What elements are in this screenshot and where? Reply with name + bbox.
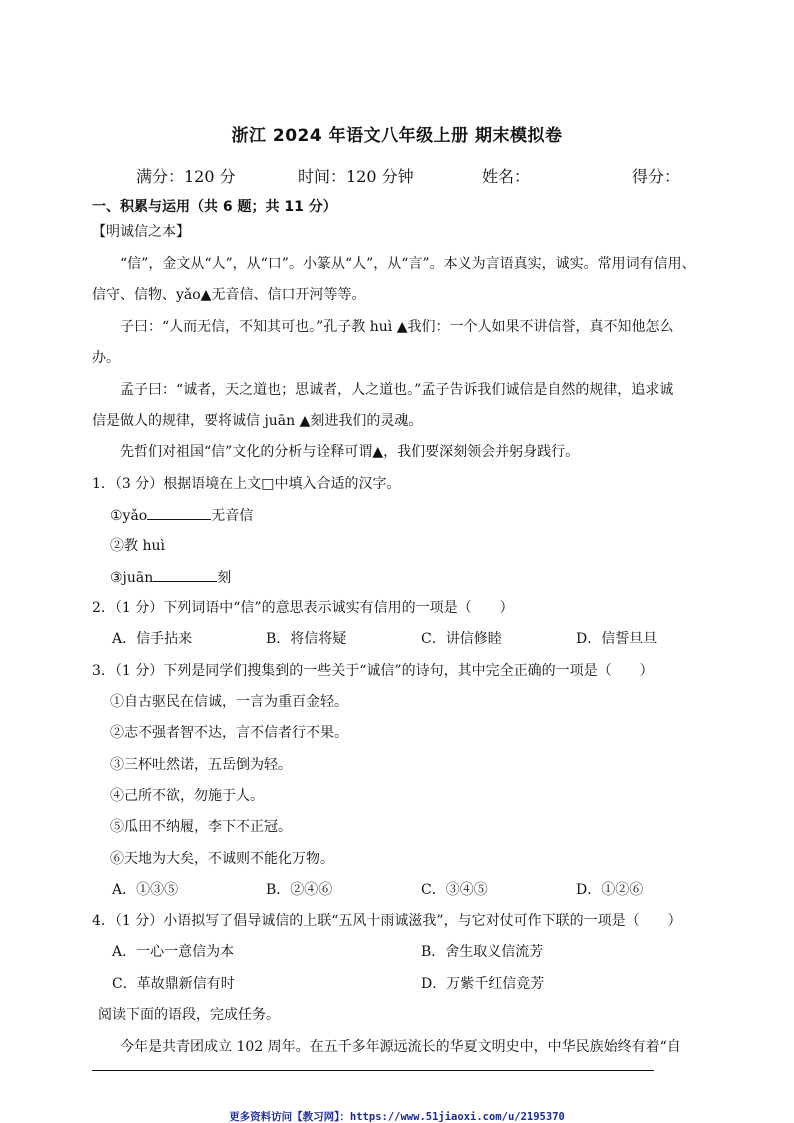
question-4-option-c[interactable]: C．革故鼎新信有时 [112, 976, 235, 992]
paragraph-line: 子曰：“人而无信，不知其可也。”孔子教 huì ▲我们：一个人如果不讲信誉，真不知他怎么 [120, 319, 674, 335]
paragraph-line: 孟子曰：“诚者，天之道也；思诚者，人之道也。”孟子告诉我们诚信是自然的规律，追求诚 [120, 382, 674, 398]
full-score: 满分：120 分 [136, 167, 236, 186]
paragraph-line: 信是做人的规律，要将诚信 juān ▲刻进我们的灵魂。 [92, 413, 423, 429]
paragraph-line: 先哲们对祖国“信”文化的分析与诠释可谓▲，我们要深刻领会并躬身践行。 [120, 444, 580, 460]
exam-meta [136, 164, 696, 188]
answer-blank[interactable] [147, 505, 211, 520]
question-2-option-d[interactable]: D．信誓旦旦 [576, 631, 658, 647]
name-field-label: 姓名： [482, 167, 531, 186]
paragraph-line: 信守、信物、yǎo▲无音信、信口开河等等。 [92, 287, 366, 303]
question-3-option-a[interactable]: A．①③⑤ [112, 882, 179, 898]
paragraph-line: “信”，金文从“人”，从“口”。小篆从“人”，从“言”。本义为言语真实，诚实。常用词有信用、 [120, 256, 696, 272]
question-3-item: ⑤瓜田不纳履，李下不正冠。 [110, 819, 292, 835]
question-2-option-c[interactable]: C．讲信修睦 [421, 631, 502, 647]
question-3-item: ①自古驱民在信诚，一言为重百金轻。 [110, 694, 348, 710]
question-3-stem: 3．（1 分）下列是同学们搜集到的一些关于“诚信”的诗句，其中完全正确的一项是（ ） [92, 663, 654, 679]
question-3-item: ④己所不欲，勿施于人。 [110, 788, 264, 804]
section-subheading: 【明诚信之本】 [92, 224, 190, 240]
question-1-item-3: ③juān 刻 [110, 567, 740, 588]
question-1-stem: 1．（3 分）根据语境在上文□中填入合适的汉字。 [92, 476, 401, 492]
question-3-option-c[interactable]: C．③④⑤ [421, 882, 488, 898]
question-2-stem: 2．（1 分）下列词语中“信”的意思表示诚实有信用的一项是（ ） [92, 600, 514, 616]
question-1-item-1: ①yǎo 无音信 [110, 505, 740, 526]
question-2-option-a[interactable]: A．信手拈来 [112, 631, 193, 647]
question-3-item: ⑥天地为大矣，不诚则不能化万物。 [110, 851, 334, 867]
question-3-item: ③三杯吐然诺，五岳倒为轻。 [110, 757, 292, 773]
question-1-item-2: ②教 huì [110, 538, 165, 554]
footer-divider [92, 1070, 654, 1071]
question-4-option-a[interactable]: A．一心一意信为本 [112, 944, 235, 960]
section-heading: 一、积累与运用（共 6 题；共 11 分） [92, 199, 337, 215]
question-2-option-b[interactable]: B．将信将疑 [266, 631, 347, 647]
answer-blank[interactable] [153, 567, 217, 582]
paragraph-line: 办。 [92, 350, 120, 366]
question-3-option-d[interactable]: D．①②⑥ [576, 882, 644, 898]
question-4-option-d[interactable]: D．万紫千红信竞芳 [421, 976, 545, 992]
question-4-stem: 4．（1 分）小语拟写了倡导诚信的上联“五风十雨诚滋我”，与它对仗可作下联的一项是（ ） [92, 913, 682, 929]
question-3-option-b[interactable]: B．②④⑥ [266, 882, 333, 898]
score-field-label: 得分： [632, 167, 681, 186]
footer-link[interactable]: 更多资料访问【教习网】：https://www.51jiaoxi.com/u/2195370 [229, 1111, 565, 1123]
exam-time: 时间：120 分钟 [298, 167, 414, 186]
question-3-item: ②志不强者智不达，言不信者行不果。 [110, 725, 348, 741]
page-title: 浙江 2024 年语文八年级上册 期末模拟卷 [231, 126, 563, 146]
question-4-option-b[interactable]: B．舍生取义信流芳 [421, 944, 544, 960]
reading-intro: 阅读下面的语段，完成任务。 [98, 1007, 280, 1023]
reading-paragraph: 今年是共青团成立 102 周年。在五千多年源远流长的华夏文明史中，中华民族始终有着“自 [120, 1039, 681, 1055]
